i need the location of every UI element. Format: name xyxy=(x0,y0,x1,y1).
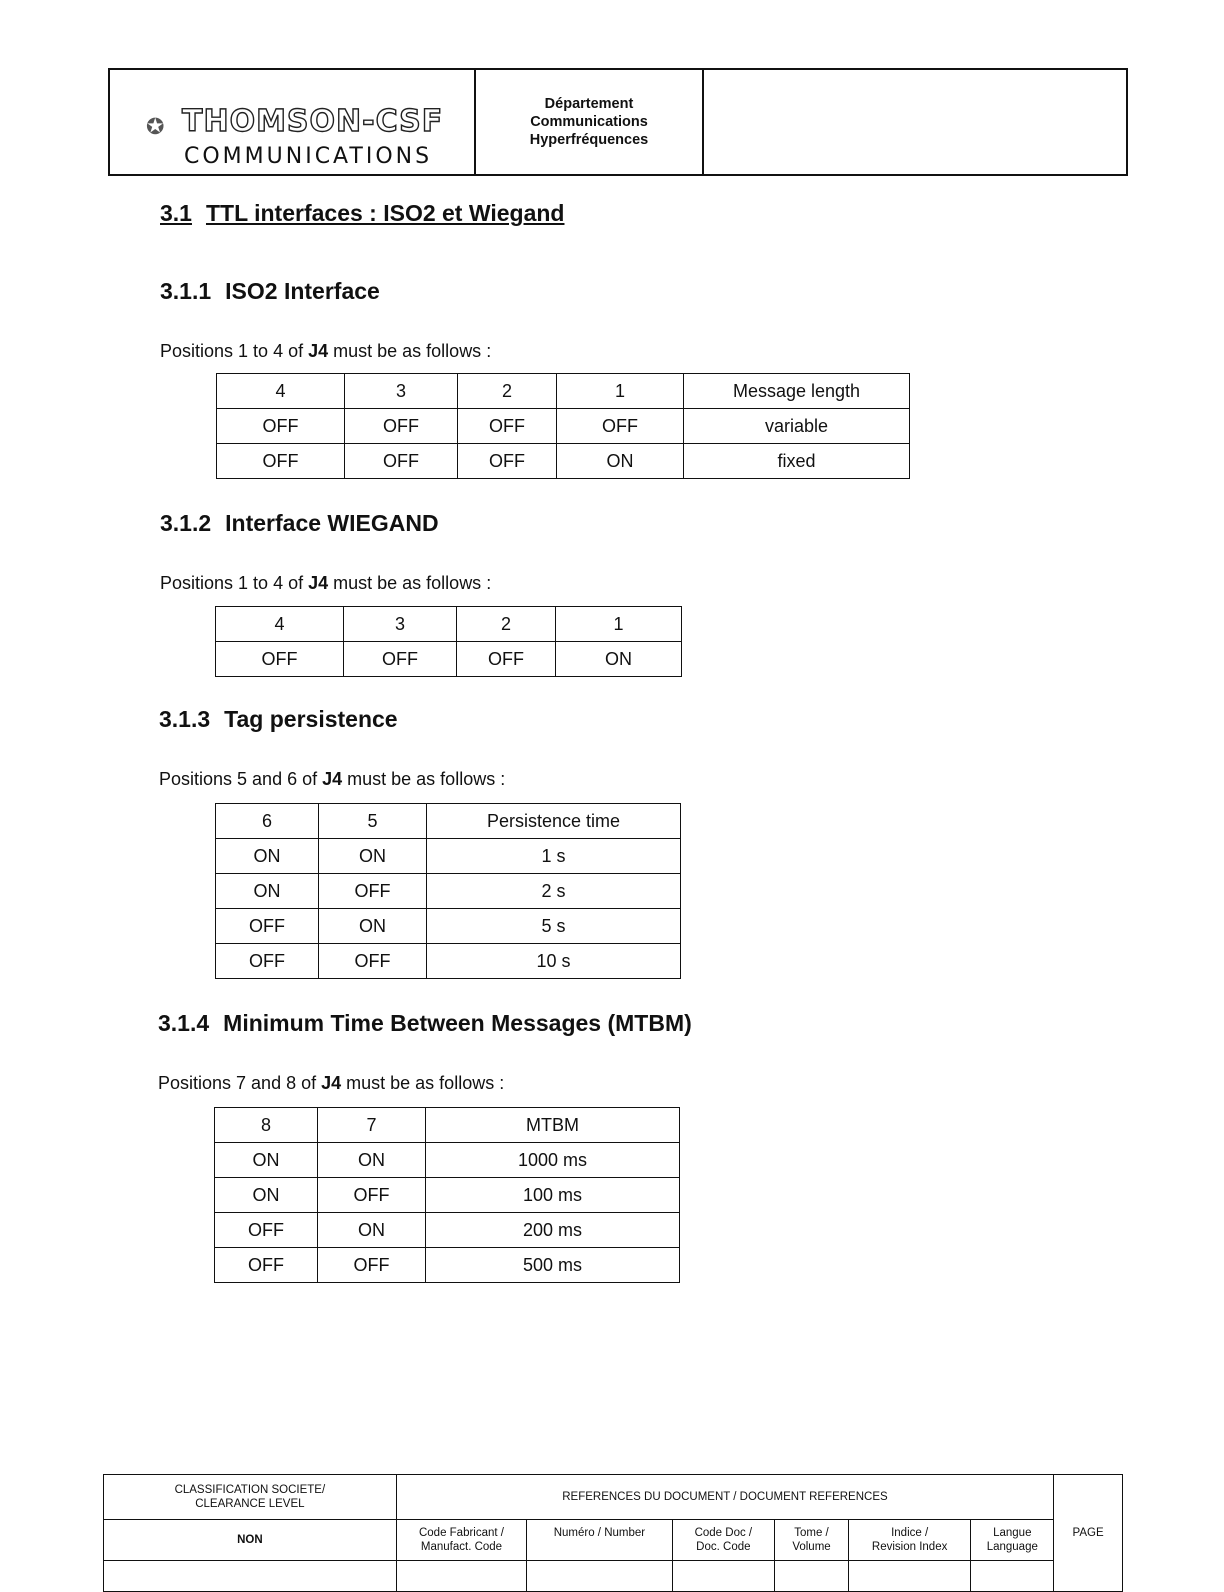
classification-value-cell xyxy=(104,1520,397,1561)
table-cell: ON xyxy=(319,909,427,944)
classification-label-cell xyxy=(104,1475,397,1520)
table-cell: 1 s xyxy=(427,839,681,874)
table-row xyxy=(217,409,910,444)
table-cell: OFF xyxy=(345,444,458,479)
ref-column-cell xyxy=(672,1520,775,1561)
table-cell: variable xyxy=(684,409,910,444)
header-cell: 2 xyxy=(457,607,556,642)
table-cell: OFF xyxy=(557,409,684,444)
ref-column-cell xyxy=(396,1520,527,1561)
header-cell: 2 xyxy=(458,374,557,409)
table-cell: OFF xyxy=(344,642,457,677)
table-cell: ON xyxy=(215,1143,318,1178)
wiegand-intro: Positions 1 to 4 of J4 must be as follows : xyxy=(160,573,492,593)
table-cell: ON xyxy=(216,839,319,874)
header-cell: 1 xyxy=(557,374,684,409)
table-cell: 5 s xyxy=(427,909,681,944)
header-cell: 4 xyxy=(216,607,344,642)
ref-value-cell xyxy=(971,1561,1054,1592)
ref-column-label: Volume xyxy=(792,1541,831,1553)
table-cell: 10 s xyxy=(427,944,681,979)
header-cell: 4 xyxy=(217,374,345,409)
department-line: Communications xyxy=(530,114,648,130)
table-cell: OFF xyxy=(318,1178,426,1213)
ref-value-cell xyxy=(396,1561,527,1592)
table-cell: OFF xyxy=(345,409,458,444)
classification-value: NON xyxy=(237,1534,263,1546)
ref-value-cell xyxy=(848,1561,971,1592)
references-title-cell xyxy=(396,1475,1053,1520)
classification-blank-cell xyxy=(104,1561,397,1592)
department-line: Département xyxy=(544,96,634,112)
ref-value-cell xyxy=(672,1561,775,1592)
ref-column-label: Revision Index xyxy=(871,1541,948,1553)
table-cell: OFF xyxy=(216,642,344,677)
table-cell: OFF xyxy=(318,1248,426,1283)
classification-label: CLEARANCE LEVEL xyxy=(195,1498,305,1510)
table-row xyxy=(215,1213,680,1248)
table-cell: 2 s xyxy=(427,874,681,909)
wiegand-heading: 3.1.2 Interface WIEGAND xyxy=(160,510,439,536)
table-cell: OFF xyxy=(217,444,345,479)
header-cell: Message length xyxy=(684,374,910,409)
table-cell: OFF xyxy=(457,642,556,677)
table-cell: fixed xyxy=(684,444,910,479)
ref-column-label: Indice / xyxy=(891,1527,929,1539)
ref-column-label: Code Fabricant / xyxy=(418,1527,504,1539)
table-cell: ON xyxy=(215,1178,318,1213)
header-cell: MTBM xyxy=(426,1108,680,1143)
persistence-table xyxy=(215,803,681,979)
table-row xyxy=(216,642,682,677)
table-cell: 1000 ms xyxy=(426,1143,680,1178)
header-cell: 6 xyxy=(216,804,319,839)
header-cell: 1 xyxy=(556,607,682,642)
iso2-heading: 3.1.1 ISO2 Interface xyxy=(160,278,380,304)
header-cell: 3 xyxy=(344,607,457,642)
company-logo xyxy=(110,70,476,174)
table-cell: OFF xyxy=(319,874,427,909)
table-cell: ON xyxy=(216,874,319,909)
table-cell: OFF xyxy=(217,409,345,444)
mtbm-intro: Positions 7 and 8 of J4 must be as follows : xyxy=(158,1073,505,1093)
iso2-intro: Positions 1 to 4 of J4 must be as follows : xyxy=(160,341,492,361)
classification-label: CLASSIFICATION SOCIETE/ xyxy=(174,1484,326,1496)
ref-column-label: Langue xyxy=(993,1527,1032,1539)
ref-column-cell xyxy=(527,1520,672,1561)
header-cell: 8 xyxy=(215,1108,318,1143)
page-label: PAGE xyxy=(1072,1527,1104,1539)
ref-column-cell xyxy=(848,1520,971,1561)
header-cell: Persistence time xyxy=(427,804,681,839)
table-header-row xyxy=(216,607,682,642)
ref-column-label: Code Doc / xyxy=(694,1527,753,1539)
ref-column-label: Language xyxy=(986,1541,1038,1553)
ref-column-cell xyxy=(775,1520,849,1561)
table-cell: OFF xyxy=(215,1248,318,1283)
table-cell: ON xyxy=(318,1143,426,1178)
table-cell: OFF xyxy=(458,409,557,444)
table-row xyxy=(216,909,681,944)
page-cell xyxy=(1054,1475,1123,1592)
section-heading: 3.1 TTL interfaces : ISO2 et Wiegand xyxy=(160,200,565,226)
table-row xyxy=(216,944,681,979)
table-cell: ON xyxy=(556,642,682,677)
document-footer xyxy=(103,1474,1123,1584)
mtbm-heading: 3.1.4 Minimum Time Between Messages (MTBM) xyxy=(158,1010,692,1036)
table-cell: ON xyxy=(557,444,684,479)
department-line: Hyperfréquences xyxy=(529,132,649,148)
mtbm-table xyxy=(214,1107,680,1283)
ref-value-cell xyxy=(527,1561,672,1592)
table-header-row xyxy=(215,1108,680,1143)
ref-column-label: Numéro / Number xyxy=(553,1527,646,1539)
ref-value-cell xyxy=(775,1561,849,1592)
table-cell: OFF xyxy=(216,944,319,979)
thomson-logo-icon: ✪ xyxy=(146,114,165,139)
table-row xyxy=(215,1178,680,1213)
table-cell: OFF xyxy=(215,1213,318,1248)
table-row xyxy=(217,444,910,479)
header-cell: 7 xyxy=(318,1108,426,1143)
table-cell: ON xyxy=(318,1213,426,1248)
table-cell: 500 ms xyxy=(426,1248,680,1283)
table-cell: OFF xyxy=(216,909,319,944)
company-division: COMMUNICATIONS xyxy=(184,144,433,169)
company-name: THOMSON-CSF xyxy=(182,104,444,139)
table-cell: OFF xyxy=(319,944,427,979)
table-row xyxy=(215,1248,680,1283)
header-cell: 5 xyxy=(319,804,427,839)
iso2-table xyxy=(216,373,910,479)
header-blank-cell xyxy=(704,70,1126,174)
ref-column-cell xyxy=(971,1520,1054,1561)
document-header xyxy=(108,68,1128,176)
table-cell: ON xyxy=(319,839,427,874)
ref-column-label: Doc. Code xyxy=(696,1541,751,1553)
persistence-heading: 3.1.3 Tag persistence xyxy=(159,706,398,732)
table-cell: 100 ms xyxy=(426,1178,680,1213)
wiegand-table xyxy=(215,606,682,677)
table-header-row xyxy=(216,804,681,839)
table-row xyxy=(216,839,681,874)
persistence-intro: Positions 5 and 6 of J4 must be as follows : xyxy=(159,769,506,789)
table-row xyxy=(216,874,681,909)
header-cell: 3 xyxy=(345,374,458,409)
ref-column-label: Tome / xyxy=(794,1527,829,1539)
ref-column-label: Manufact. Code xyxy=(420,1541,503,1553)
table-cell: OFF xyxy=(458,444,557,479)
table-header-row xyxy=(217,374,910,409)
references-title: REFERENCES DU DOCUMENT / DOCUMENT REFERENCES xyxy=(562,1491,888,1503)
table-row xyxy=(215,1143,680,1178)
department-cell xyxy=(476,70,704,174)
table-cell: 200 ms xyxy=(426,1213,680,1248)
